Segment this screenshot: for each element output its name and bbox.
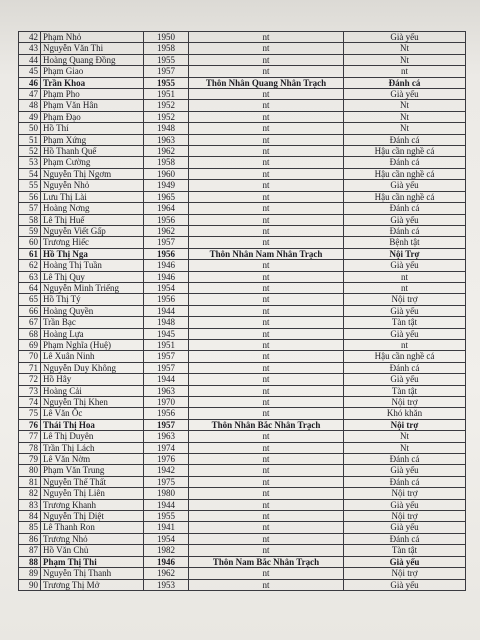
village-cell: nt	[189, 305, 344, 316]
name-cell: Trần Khoa	[41, 77, 144, 88]
village-cell: nt	[189, 476, 344, 487]
birth-year-cell: 1941	[144, 522, 189, 533]
status-note-cell: Tàn tật	[344, 317, 466, 328]
village-cell: Thôn Nhân Quang Nhân Trạch	[189, 77, 344, 88]
birth-year-cell: 1945	[144, 328, 189, 339]
row-number-cell: 77	[19, 431, 41, 442]
birth-year-cell: 1982	[144, 545, 189, 556]
birth-year-cell: 1950	[144, 32, 189, 43]
name-cell: Hoàng Quyền	[41, 305, 144, 316]
name-cell: Hồ Thị Tý	[41, 294, 144, 305]
row-number-cell: 85	[19, 522, 41, 533]
village-cell: nt	[189, 123, 344, 134]
table-row	[19, 408, 466, 419]
village-cell: nt	[189, 408, 344, 419]
birth-year-cell: 1946	[144, 556, 189, 567]
row-number-cell: 57	[19, 203, 41, 214]
status-note-cell: Hậu cần nghề cá	[344, 146, 466, 157]
village-cell: nt	[189, 499, 344, 510]
birth-year-cell: 1974	[144, 442, 189, 453]
name-cell: Lê Văn Ốc	[41, 408, 144, 419]
village-cell: nt	[189, 111, 344, 122]
row-number-cell: 75	[19, 408, 41, 419]
status-note-cell: Già yếu	[344, 465, 466, 476]
birth-year-cell: 1944	[144, 499, 189, 510]
name-cell: Lê Thị Huế	[41, 214, 144, 225]
row-number-cell: 45	[19, 66, 41, 77]
status-note-cell: Già yếu	[344, 214, 466, 225]
name-cell: Lưu Thị Lài	[41, 191, 144, 202]
row-number-cell: 47	[19, 89, 41, 100]
birth-year-cell: 1962	[144, 146, 189, 157]
birth-year-cell: 1970	[144, 397, 189, 408]
name-cell: Hồ Thị Nga	[41, 248, 144, 259]
village-cell: nt	[189, 260, 344, 271]
table-row	[19, 511, 466, 522]
birth-year-cell: 1948	[144, 123, 189, 134]
birth-year-cell: 1958	[144, 43, 189, 54]
row-number-cell: 58	[19, 214, 41, 225]
table-row	[19, 351, 466, 362]
table-row	[19, 339, 466, 350]
village-cell: nt	[189, 579, 344, 590]
status-note-cell: Bệnh tật	[344, 237, 466, 248]
row-number-cell: 72	[19, 374, 41, 385]
birth-year-cell: 1951	[144, 89, 189, 100]
birth-year-cell: 1957	[144, 237, 189, 248]
status-note-cell: Nội trợ	[344, 397, 466, 408]
table-row	[19, 419, 466, 430]
birth-year-cell: 1946	[144, 271, 189, 282]
village-cell: nt	[189, 282, 344, 293]
birth-year-cell: 1957	[144, 419, 189, 430]
village-cell: nt	[189, 362, 344, 373]
name-cell: Lê Thị Quy	[41, 271, 144, 282]
village-cell: nt	[189, 385, 344, 396]
row-number-cell: 83	[19, 499, 41, 510]
name-cell: Phạm Văn Hân	[41, 100, 144, 111]
status-note-cell: Nt	[344, 100, 466, 111]
row-number-cell: 67	[19, 317, 41, 328]
row-number-cell: 50	[19, 123, 41, 134]
table-row	[19, 237, 466, 248]
name-cell: Hoàng Lựa	[41, 328, 144, 339]
status-note-cell: Nội Trợ	[344, 248, 466, 259]
row-number-cell: 69	[19, 339, 41, 350]
table-row	[19, 454, 466, 465]
birth-year-cell: 1962	[144, 568, 189, 579]
row-number-cell: 73	[19, 385, 41, 396]
status-note-cell: Nt	[344, 43, 466, 54]
row-number-cell: 87	[19, 545, 41, 556]
birth-year-cell: 1942	[144, 465, 189, 476]
birth-year-cell: 1944	[144, 374, 189, 385]
status-note-cell: nt	[344, 339, 466, 350]
row-number-cell: 68	[19, 328, 41, 339]
table-row	[19, 111, 466, 122]
name-cell: Lê Xuân Ninh	[41, 351, 144, 362]
status-note-cell: Đánh cá	[344, 476, 466, 487]
row-number-cell: 54	[19, 168, 41, 179]
name-cell: Nguyễn Thị Diệt	[41, 511, 144, 522]
status-note-cell: Già yếu	[344, 579, 466, 590]
village-cell: nt	[189, 294, 344, 305]
status-note-cell: Hậu cần nghề cá	[344, 168, 466, 179]
row-number-cell: 51	[19, 134, 41, 145]
name-cell: Lê Thị Duyên	[41, 431, 144, 442]
row-number-cell: 63	[19, 271, 41, 282]
name-cell: Phạm Pho	[41, 89, 144, 100]
name-cell: Phạm Đạo	[41, 111, 144, 122]
table-row	[19, 305, 466, 316]
village-cell: nt	[189, 545, 344, 556]
row-number-cell: 82	[19, 488, 41, 499]
birth-year-cell: 1965	[144, 191, 189, 202]
village-cell: nt	[189, 339, 344, 350]
birth-year-cell: 1963	[144, 431, 189, 442]
village-cell: nt	[189, 168, 344, 179]
table-row	[19, 294, 466, 305]
table-row	[19, 43, 466, 54]
birth-year-cell: 1954	[144, 533, 189, 544]
table-row	[19, 123, 466, 134]
name-cell: Hoàng Thị Tuần	[41, 260, 144, 271]
table-row	[19, 362, 466, 373]
table-row	[19, 66, 466, 77]
name-cell: Hoàng Cải	[41, 385, 144, 396]
birth-year-cell: 1980	[144, 488, 189, 499]
name-cell: Phạm Văn Trung	[41, 465, 144, 476]
village-cell: nt	[189, 191, 344, 202]
table-row	[19, 89, 466, 100]
row-number-cell: 64	[19, 282, 41, 293]
status-note-cell: Hậu cần nghề cá	[344, 191, 466, 202]
row-number-cell: 46	[19, 77, 41, 88]
status-note-cell: Nội trợ	[344, 568, 466, 579]
birth-year-cell: 1976	[144, 454, 189, 465]
birth-year-cell: 1952	[144, 100, 189, 111]
village-cell: nt	[189, 237, 344, 248]
village-cell: nt	[189, 397, 344, 408]
village-cell: nt	[189, 100, 344, 111]
village-cell: Thôn Nam Bắc Nhân Trạch	[189, 556, 344, 567]
status-note-cell: Nội trợ	[344, 294, 466, 305]
birth-year-cell: 1949	[144, 180, 189, 191]
name-cell: Trương Nhỏ	[41, 533, 144, 544]
table-row	[19, 225, 466, 236]
birth-year-cell: 1962	[144, 225, 189, 236]
status-note-cell: Nt	[344, 431, 466, 442]
table-row	[19, 328, 466, 339]
birth-year-cell: 1948	[144, 317, 189, 328]
row-number-cell: 78	[19, 442, 41, 453]
table-row	[19, 522, 466, 533]
table-row	[19, 533, 466, 544]
name-cell: Nguyễn Thế Thất	[41, 476, 144, 487]
status-note-cell: Già yếu	[344, 180, 466, 191]
name-cell: Nguyễn Duy Không	[41, 362, 144, 373]
table-row	[19, 77, 466, 88]
table-row	[19, 488, 466, 499]
birth-year-cell: 1956	[144, 214, 189, 225]
status-note-cell: Già yếu	[344, 32, 466, 43]
row-number-cell: 49	[19, 111, 41, 122]
name-cell: Nguyễn Viết Gấp	[41, 225, 144, 236]
table-row	[19, 431, 466, 442]
status-note-cell: Nt	[344, 111, 466, 122]
birth-year-cell: 1955	[144, 54, 189, 65]
name-cell: Nguyễn Thị Ngơm	[41, 168, 144, 179]
table-row	[19, 260, 466, 271]
row-number-cell: 70	[19, 351, 41, 362]
status-note-cell: Nội trợ	[344, 488, 466, 499]
village-cell: nt	[189, 66, 344, 77]
village-cell: nt	[189, 271, 344, 282]
name-cell: Nguyễn Nhỏ	[41, 180, 144, 191]
table-body	[19, 32, 466, 591]
table-row	[19, 579, 466, 590]
name-cell: Hồ Hây	[41, 374, 144, 385]
status-note-cell: nt	[344, 66, 466, 77]
name-cell: Hoàng Nơng	[41, 203, 144, 214]
birth-year-cell: 1951	[144, 339, 189, 350]
row-number-cell: 52	[19, 146, 41, 157]
name-cell: Lê Văn Nờm	[41, 454, 144, 465]
table-row	[19, 282, 466, 293]
village-cell: nt	[189, 317, 344, 328]
row-number-cell: 59	[19, 225, 41, 236]
village-cell: nt	[189, 465, 344, 476]
name-cell: Trương Hiếc	[41, 237, 144, 248]
table-row	[19, 271, 466, 282]
birth-year-cell: 1960	[144, 168, 189, 179]
birth-year-cell: 1953	[144, 579, 189, 590]
table-row	[19, 374, 466, 385]
village-cell: nt	[189, 180, 344, 191]
name-cell: Phạm Nhỏ	[41, 32, 144, 43]
table-row	[19, 556, 466, 567]
birth-year-cell: 1956	[144, 248, 189, 259]
table-row	[19, 317, 466, 328]
row-number-cell: 81	[19, 476, 41, 487]
table-row	[19, 499, 466, 510]
row-number-cell: 56	[19, 191, 41, 202]
village-cell: nt	[189, 442, 344, 453]
name-cell: Phạm Thị Thi	[41, 556, 144, 567]
village-cell: nt	[189, 454, 344, 465]
row-number-cell: 79	[19, 454, 41, 465]
table-row	[19, 476, 466, 487]
row-number-cell: 89	[19, 568, 41, 579]
name-cell: Nguyễn Văn Thi	[41, 43, 144, 54]
status-note-cell: Đánh cá	[344, 203, 466, 214]
birth-year-cell: 1975	[144, 476, 189, 487]
status-note-cell: Già yếu	[344, 260, 466, 271]
row-number-cell: 44	[19, 54, 41, 65]
table-row	[19, 54, 466, 65]
table-row	[19, 191, 466, 202]
birth-year-cell: 1955	[144, 77, 189, 88]
status-note-cell: Già yếu	[344, 328, 466, 339]
village-cell: nt	[189, 488, 344, 499]
row-number-cell: 42	[19, 32, 41, 43]
household-list-table	[18, 31, 466, 591]
row-number-cell: 65	[19, 294, 41, 305]
village-cell: nt	[189, 568, 344, 579]
row-number-cell: 43	[19, 43, 41, 54]
birth-year-cell: 1963	[144, 134, 189, 145]
table-row	[19, 385, 466, 396]
village-cell: nt	[189, 533, 344, 544]
row-number-cell: 86	[19, 533, 41, 544]
table-row	[19, 180, 466, 191]
status-note-cell: Già yếu	[344, 374, 466, 385]
table-row	[19, 134, 466, 145]
row-number-cell: 84	[19, 511, 41, 522]
table-row	[19, 100, 466, 111]
row-number-cell: 90	[19, 579, 41, 590]
row-number-cell: 80	[19, 465, 41, 476]
table-row	[19, 545, 466, 556]
status-note-cell: Nội trợ	[344, 511, 466, 522]
birth-year-cell: 1956	[144, 408, 189, 419]
status-note-cell: Nt	[344, 123, 466, 134]
birth-year-cell: 1957	[144, 362, 189, 373]
village-cell: Thôn Nhân Nam Nhân Trạch	[189, 248, 344, 259]
birth-year-cell: 1946	[144, 260, 189, 271]
row-number-cell: 60	[19, 237, 41, 248]
name-cell: Trương Khanh	[41, 499, 144, 510]
birth-year-cell: 1952	[144, 111, 189, 122]
village-cell: nt	[189, 511, 344, 522]
status-note-cell: nt	[344, 282, 466, 293]
status-note-cell: Đánh cá	[344, 77, 466, 88]
status-note-cell: Đánh cá	[344, 225, 466, 236]
birth-year-cell: 1956	[144, 294, 189, 305]
name-cell: Phạm Nghĩa (Huệ)	[41, 339, 144, 350]
birth-year-cell: 1944	[144, 305, 189, 316]
row-number-cell: 66	[19, 305, 41, 316]
row-number-cell: 62	[19, 260, 41, 271]
village-cell: nt	[189, 134, 344, 145]
row-number-cell: 61	[19, 248, 41, 259]
table-row	[19, 32, 466, 43]
name-cell: Nguyễn Thị Liên	[41, 488, 144, 499]
village-cell: nt	[189, 351, 344, 362]
name-cell: Nguyễn Thị Thanh	[41, 568, 144, 579]
table-row	[19, 168, 466, 179]
status-note-cell: Hậu cần nghề cá	[344, 351, 466, 362]
name-cell: Trần Bạc	[41, 317, 144, 328]
name-cell: Hoàng Quang Đồng	[41, 54, 144, 65]
status-note-cell: Già yếu	[344, 305, 466, 316]
status-note-cell: Già yếu	[344, 522, 466, 533]
table-row	[19, 568, 466, 579]
table-row	[19, 442, 466, 453]
table-row	[19, 146, 466, 157]
status-note-cell: Đánh cá	[344, 454, 466, 465]
table-row	[19, 203, 466, 214]
birth-year-cell: 1954	[144, 282, 189, 293]
name-cell: Nguyễn Thị Khen	[41, 397, 144, 408]
name-cell: Trần Thị Lách	[41, 442, 144, 453]
status-note-cell: Tàn tật	[344, 545, 466, 556]
row-number-cell: 71	[19, 362, 41, 373]
name-cell: Phạm Giao	[41, 66, 144, 77]
village-cell: nt	[189, 374, 344, 385]
birth-year-cell: 1957	[144, 351, 189, 362]
row-number-cell: 74	[19, 397, 41, 408]
village-cell: nt	[189, 43, 344, 54]
table-row	[19, 397, 466, 408]
name-cell: Trương Thị Mở	[41, 579, 144, 590]
name-cell: Hồ Thí	[41, 123, 144, 134]
village-cell: nt	[189, 225, 344, 236]
status-note-cell: nt	[344, 271, 466, 282]
status-note-cell: Đánh cá	[344, 533, 466, 544]
village-cell: nt	[189, 522, 344, 533]
status-note-cell: Nt	[344, 442, 466, 453]
table-row	[19, 157, 466, 168]
name-cell: Hồ Thanh Quế	[41, 146, 144, 157]
table-row	[19, 465, 466, 476]
status-note-cell: Đánh cá	[344, 134, 466, 145]
village-cell: nt	[189, 203, 344, 214]
row-number-cell: 55	[19, 180, 41, 191]
status-note-cell: Khó khăn	[344, 408, 466, 419]
row-number-cell: 76	[19, 419, 41, 430]
village-cell: nt	[189, 54, 344, 65]
village-cell: Thôn Nhân Bắc Nhân Trạch	[189, 419, 344, 430]
village-cell: nt	[189, 431, 344, 442]
name-cell: Nguyễn Minh Triếng	[41, 282, 144, 293]
name-cell: Lê Thanh Ron	[41, 522, 144, 533]
village-cell: nt	[189, 146, 344, 157]
village-cell: nt	[189, 157, 344, 168]
status-note-cell: Già yếu	[344, 89, 466, 100]
village-cell: nt	[189, 32, 344, 43]
birth-year-cell: 1963	[144, 385, 189, 396]
village-cell: nt	[189, 328, 344, 339]
name-cell: Thái Thị Hoa	[41, 419, 144, 430]
table-row	[19, 248, 466, 259]
birth-year-cell: 1957	[144, 66, 189, 77]
name-cell: Phạm Cường	[41, 157, 144, 168]
status-note-cell: Đánh cá	[344, 157, 466, 168]
birth-year-cell: 1958	[144, 157, 189, 168]
village-cell: nt	[189, 89, 344, 100]
birth-year-cell: 1955	[144, 511, 189, 522]
birth-year-cell: 1964	[144, 203, 189, 214]
status-note-cell: Đánh cá	[344, 362, 466, 373]
status-note-cell: Già yếu	[344, 499, 466, 510]
row-number-cell: 88	[19, 556, 41, 567]
status-note-cell: Nt	[344, 54, 466, 65]
row-number-cell: 53	[19, 157, 41, 168]
table-row	[19, 214, 466, 225]
name-cell: Hồ Văn Chủ	[41, 545, 144, 556]
village-cell: nt	[189, 214, 344, 225]
row-number-cell: 48	[19, 100, 41, 111]
status-note-cell: Tàn tật	[344, 385, 466, 396]
name-cell: Phạm Xứng	[41, 134, 144, 145]
status-note-cell: Già yếu	[344, 556, 466, 567]
status-note-cell: Nội trợ	[344, 419, 466, 430]
